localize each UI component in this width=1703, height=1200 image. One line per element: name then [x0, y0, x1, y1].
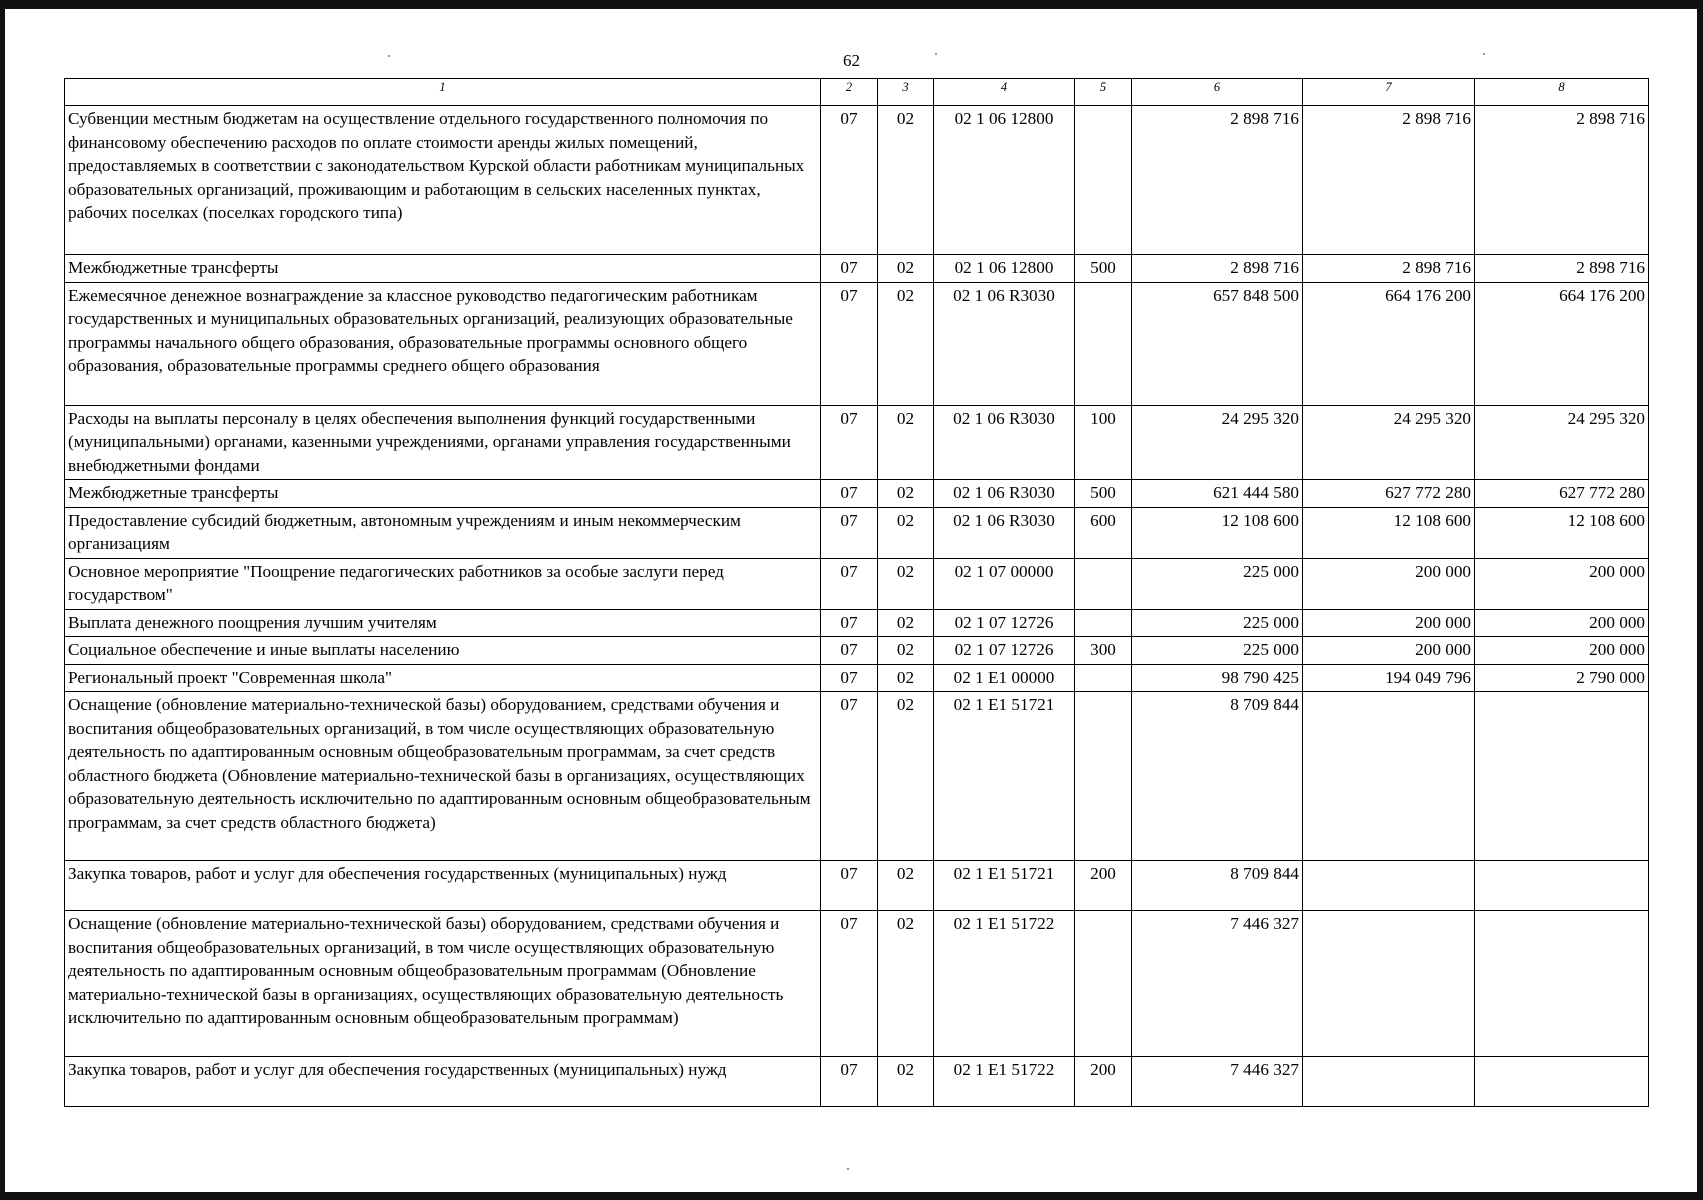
scan-border-left — [0, 0, 5, 1200]
row-name: Ежемесячное денежное вознаграждение за классное руководство педагогическим работникам государственных и муниципальных образовательных организаций, реализующих образовательные программы начального общего образования, образовательные программы основного общего образования, образовательные программы среднего общего образования — [65, 282, 821, 405]
row-sum-year-2 — [1303, 861, 1475, 911]
row-sum-year-1: 98 790 425 — [1132, 664, 1303, 692]
row-name: Региональный проект "Современная школа" — [65, 664, 821, 692]
column-header: 6 — [1132, 79, 1303, 106]
row-sum-year-1: 225 000 — [1132, 558, 1303, 609]
row-target-article: 02 1 E1 51721 — [934, 861, 1075, 911]
row-expense-type — [1075, 609, 1132, 637]
column-header: 1 — [65, 79, 821, 106]
table-row — [65, 692, 1649, 861]
table-row — [65, 637, 1649, 665]
row-sum-year-3: 24 295 320 — [1475, 405, 1649, 480]
row-subsection: 02 — [878, 1057, 934, 1107]
row-subsection: 02 — [878, 664, 934, 692]
row-target-article: 02 1 06 R3030 — [934, 282, 1075, 405]
row-sum-year-3: 2 790 000 — [1475, 664, 1649, 692]
row-sum-year-3: 664 176 200 — [1475, 282, 1649, 405]
row-sum-year-2: 2 898 716 — [1303, 255, 1475, 283]
row-section: 07 — [821, 637, 878, 665]
row-sum-year-2 — [1303, 1057, 1475, 1107]
table-row — [65, 255, 1649, 283]
row-section: 07 — [821, 609, 878, 637]
row-section: 07 — [821, 480, 878, 508]
row-target-article: 02 1 E1 00000 — [934, 664, 1075, 692]
row-expense-type: 100 — [1075, 405, 1132, 480]
row-expense-type — [1075, 558, 1132, 609]
table-row — [65, 664, 1649, 692]
row-subsection: 02 — [878, 405, 934, 480]
row-sum-year-1: 225 000 — [1132, 637, 1303, 665]
row-target-article: 02 1 07 12726 — [934, 609, 1075, 637]
row-section: 07 — [821, 405, 878, 480]
row-sum-year-3: 2 898 716 — [1475, 106, 1649, 255]
row-subsection: 02 — [878, 692, 934, 861]
row-name: Расходы на выплаты персоналу в целях обеспечения выполнения функций государственными (муниципальными) органами, казенными учреждениями, органами управления государственными внебюджетными фондами — [65, 405, 821, 480]
row-name: Субвенции местным бюджетам на осуществление отдельного государственного полномочия по финансовому обеспечению расходов по оплате стоимости аренды жилых помещений, предоставляемых в соответствии с законодательством Курской области работникам муниципальных образовательных организаций, проживающим и работающим в сельских населенных пунктах, рабочих поселках (поселках городского типа) — [65, 106, 821, 255]
row-sum-year-3: 200 000 — [1475, 609, 1649, 637]
row-name: Межбюджетные трансферты — [65, 255, 821, 283]
row-sum-year-3 — [1475, 911, 1649, 1057]
column-header: 8 — [1475, 79, 1649, 106]
row-sum-year-3: 627 772 280 — [1475, 480, 1649, 508]
column-header: 2 — [821, 79, 878, 106]
row-sum-year-2: 2 898 716 — [1303, 106, 1475, 255]
scan-border-bottom — [0, 1192, 1703, 1200]
row-sum-year-2 — [1303, 692, 1475, 861]
row-expense-type — [1075, 692, 1132, 861]
row-section: 07 — [821, 1057, 878, 1107]
row-name: Закупка товаров, работ и услуг для обеспечения государственных (муниципальных) нужд — [65, 1057, 821, 1107]
row-subsection: 02 — [878, 480, 934, 508]
row-sum-year-3 — [1475, 1057, 1649, 1107]
row-target-article: 02 1 E1 51722 — [934, 1057, 1075, 1107]
row-section: 07 — [821, 255, 878, 283]
column-number-row — [65, 79, 1649, 106]
row-sum-year-1: 8 709 844 — [1132, 861, 1303, 911]
row-section: 07 — [821, 692, 878, 861]
row-sum-year-1: 8 709 844 — [1132, 692, 1303, 861]
page-number: 62 — [843, 51, 860, 70]
column-header: 5 — [1075, 79, 1132, 106]
row-sum-year-3: 200 000 — [1475, 637, 1649, 665]
row-sum-year-1: 7 446 327 — [1132, 1057, 1303, 1107]
row-expense-type: 600 — [1075, 507, 1132, 558]
row-target-article: 02 1 07 00000 — [934, 558, 1075, 609]
row-name: Закупка товаров, работ и услуг для обеспечения государственных (муниципальных) нужд — [65, 861, 821, 911]
scan-border-top — [0, 0, 1703, 9]
table-row — [65, 507, 1649, 558]
row-expense-type — [1075, 911, 1132, 1057]
row-expense-type: 200 — [1075, 861, 1132, 911]
row-expense-type: 300 — [1075, 637, 1132, 665]
scan-speck — [847, 1168, 849, 1170]
row-sum-year-2: 200 000 — [1303, 558, 1475, 609]
row-section: 07 — [821, 911, 878, 1057]
row-target-article: 02 1 06 R3030 — [934, 480, 1075, 508]
row-subsection: 02 — [878, 911, 934, 1057]
row-sum-year-1: 2 898 716 — [1132, 255, 1303, 283]
row-subsection: 02 — [878, 861, 934, 911]
row-section: 07 — [821, 507, 878, 558]
row-subsection: 02 — [878, 282, 934, 405]
row-sum-year-2: 200 000 — [1303, 609, 1475, 637]
row-subsection: 02 — [878, 106, 934, 255]
row-subsection: 02 — [878, 255, 934, 283]
row-expense-type: 500 — [1075, 255, 1132, 283]
row-sum-year-2 — [1303, 911, 1475, 1057]
row-sum-year-3: 2 898 716 — [1475, 255, 1649, 283]
row-expense-type — [1075, 282, 1132, 405]
row-name: Межбюджетные трансферты — [65, 480, 821, 508]
table-row — [65, 558, 1649, 609]
row-sum-year-1: 2 898 716 — [1132, 106, 1303, 255]
table-row — [65, 480, 1649, 508]
row-sum-year-3: 200 000 — [1475, 558, 1649, 609]
row-sum-year-3: 12 108 600 — [1475, 507, 1649, 558]
column-header: 4 — [934, 79, 1075, 106]
row-target-article: 02 1 06 12800 — [934, 106, 1075, 255]
scan-border-right — [1697, 0, 1703, 1200]
column-header: 7 — [1303, 79, 1475, 106]
row-target-article: 02 1 06 12800 — [934, 255, 1075, 283]
row-expense-type — [1075, 664, 1132, 692]
budget-table — [64, 78, 1649, 1107]
row-sum-year-2: 200 000 — [1303, 637, 1475, 665]
table-row — [65, 911, 1649, 1057]
row-target-article: 02 1 E1 51722 — [934, 911, 1075, 1057]
table-row — [65, 282, 1649, 405]
row-target-article: 02 1 06 R3030 — [934, 405, 1075, 480]
row-sum-year-2: 24 295 320 — [1303, 405, 1475, 480]
row-target-article: 02 1 07 12726 — [934, 637, 1075, 665]
row-sum-year-1: 621 444 580 — [1132, 480, 1303, 508]
row-name: Оснащение (обновление материально-технической базы) оборудованием, средствами обучения и воспитания общеобразовательных организаций, в том числе осуществляющих образовательную деятельность по адаптированным основным общеобразовательным программам (Обновление материально-технической базы в организациях, осуществляющих образовательную деятельность исключительно по адаптированным основным общеобразовательным программам) — [65, 911, 821, 1057]
table-row — [65, 1057, 1649, 1107]
row-sum-year-1: 12 108 600 — [1132, 507, 1303, 558]
row-name: Социальное обеспечение и иные выплаты населению — [65, 637, 821, 665]
row-name: Оснащение (обновление материально-технической базы) оборудованием, средствами обучения и воспитания общеобразовательных организаций, в том числе осуществляющих образовательную деятельность по адаптированным основным общеобразовательным программам, за счет средств областного бюджета (Обновление материально-технической базы в организациях, осуществляющих образовательную деятельность исключительно по адаптированным основным общеобразовательным программам, за счет средств областного бюджета) — [65, 692, 821, 861]
row-sum-year-2: 12 108 600 — [1303, 507, 1475, 558]
table-row — [65, 405, 1649, 480]
row-target-article: 02 1 E1 51721 — [934, 692, 1075, 861]
row-expense-type: 200 — [1075, 1057, 1132, 1107]
row-sum-year-1: 7 446 327 — [1132, 911, 1303, 1057]
row-section: 07 — [821, 558, 878, 609]
row-sum-year-2: 627 772 280 — [1303, 480, 1475, 508]
row-sum-year-2: 664 176 200 — [1303, 282, 1475, 405]
row-section: 07 — [821, 861, 878, 911]
row-name: Предоставление субсидий бюджетным, автономным учреждениям и иным некоммерческим организациям — [65, 507, 821, 558]
row-sum-year-1: 225 000 — [1132, 609, 1303, 637]
row-subsection: 02 — [878, 637, 934, 665]
table-row — [65, 609, 1649, 637]
row-expense-type — [1075, 106, 1132, 255]
row-expense-type: 500 — [1075, 480, 1132, 508]
table-row — [65, 106, 1649, 255]
row-target-article: 02 1 06 R3030 — [934, 507, 1075, 558]
row-name: Выплата денежного поощрения лучшим учителям — [65, 609, 821, 637]
row-subsection: 02 — [878, 609, 934, 637]
row-section: 07 — [821, 664, 878, 692]
row-sum-year-1: 657 848 500 — [1132, 282, 1303, 405]
row-section: 07 — [821, 106, 878, 255]
row-sum-year-3 — [1475, 861, 1649, 911]
table-row — [65, 861, 1649, 911]
row-sum-year-2: 194 049 796 — [1303, 664, 1475, 692]
column-header: 3 — [878, 79, 934, 106]
row-sum-year-1: 24 295 320 — [1132, 405, 1303, 480]
row-name: Основное мероприятие "Поощрение педагогических работников за особые заслуги перед государством" — [65, 558, 821, 609]
row-sum-year-3 — [1475, 692, 1649, 861]
row-subsection: 02 — [878, 507, 934, 558]
row-section: 07 — [821, 282, 878, 405]
row-subsection: 02 — [878, 558, 934, 609]
